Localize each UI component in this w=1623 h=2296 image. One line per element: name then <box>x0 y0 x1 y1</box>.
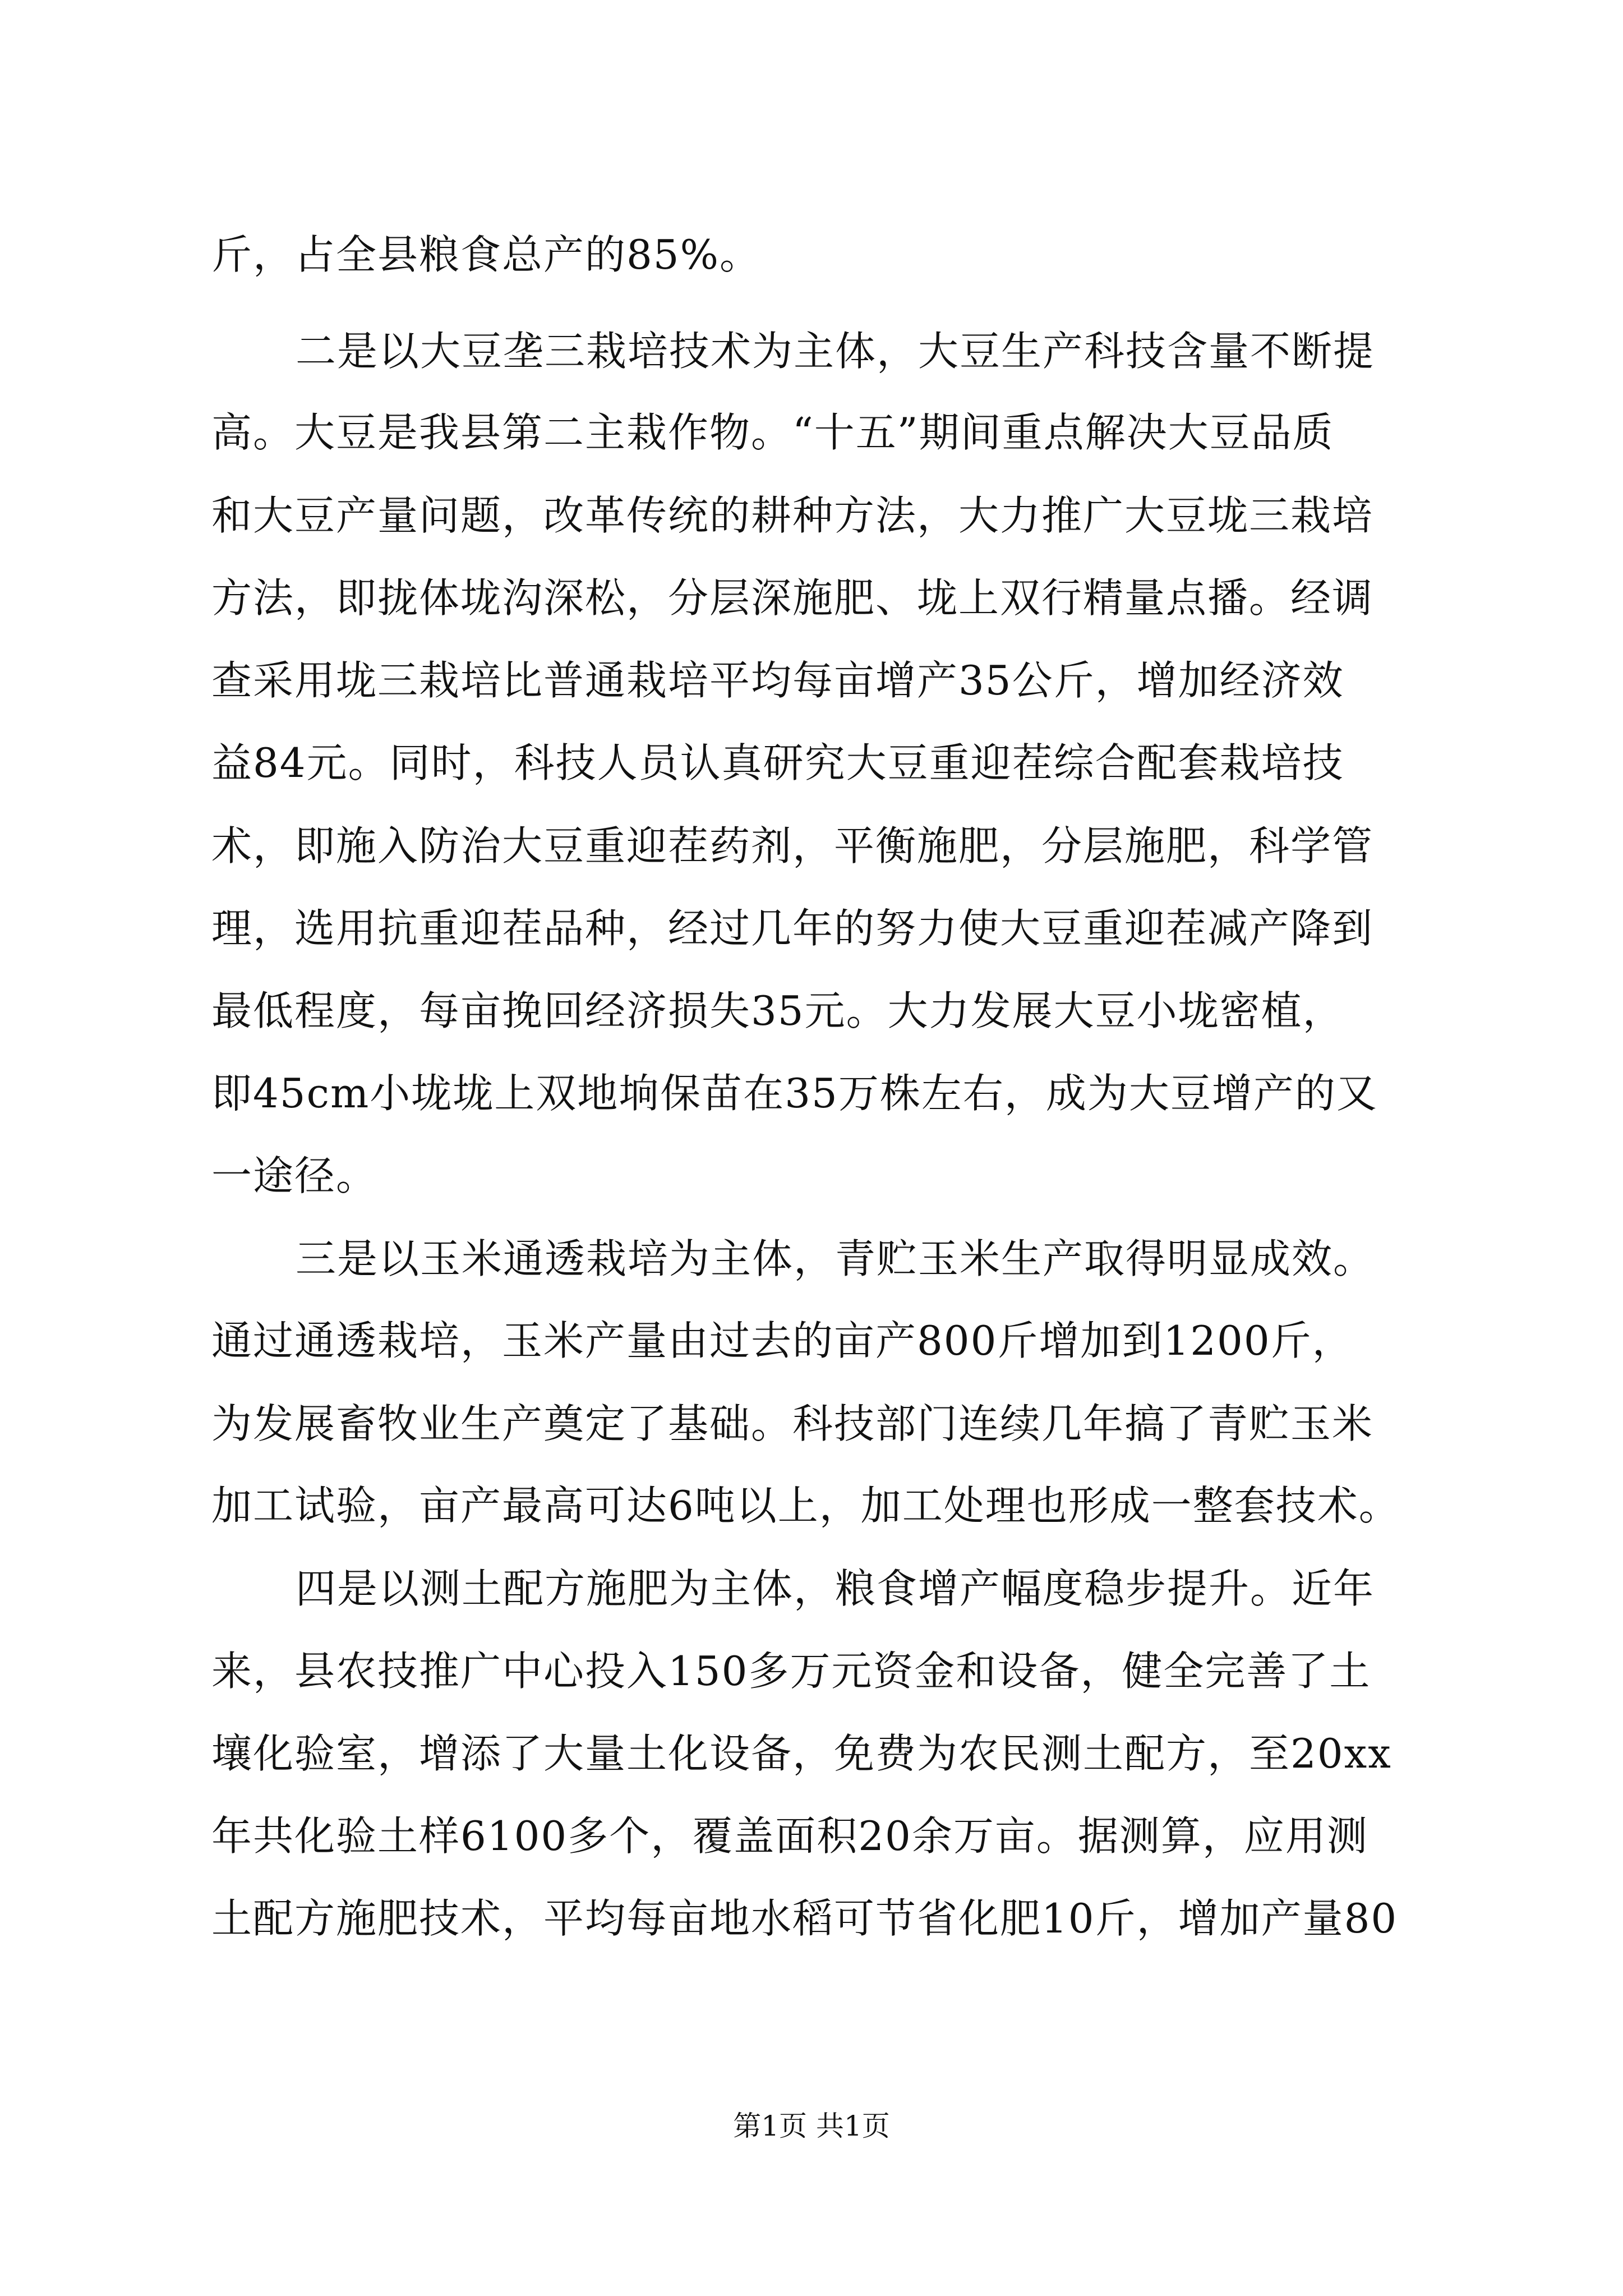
text-line: 斤，占全县粮食总产的85%。 <box>211 231 762 278</box>
text-line: 壤化验室，增添了大量土化设备，免费为农民测土配方，至20xx <box>211 1730 1392 1777</box>
text-line: 术，即施入防治大豆重迎茬药剂，平衡施肥，分层施肥，科学管 <box>211 822 1374 869</box>
text-line: 土配方施肥技术，平均每亩地水稻可节省化肥10斤，增加产量80 <box>211 1895 1398 1942</box>
text-line: 理，选用抗重迎茬品种，经过几年的努力使大豆重迎茬减产降到 <box>211 905 1374 952</box>
text-line: 年共化验土样6100多个，覆盖面积20余万亩。据测算，应用测 <box>211 1812 1368 1860</box>
text-line: 查采用垅三栽培比普通栽培平均每亩增产35公斤，增加经济效 <box>211 657 1344 704</box>
paragraph-start-line: 四是以测土配方施肥为主体，粮食增产幅度稳步提升。近年 <box>296 1565 1375 1612</box>
text-line: 和大豆产量问题，改革传统的耕种方法，大力推广大豆垅三栽培 <box>211 492 1374 539</box>
text-line: 即45cm小垅垅上双地垧保苗在35万株左右，成为大豆增产的又 <box>211 1070 1378 1117</box>
page-footer: 第1页 共1页 <box>733 2110 890 2142</box>
text-line: 方法，即拢体垅沟深松，分层深施肥、垅上双行精量点播。经调 <box>211 574 1374 622</box>
paragraph-start-line: 二是以大豆垄三栽培技术为主体，大豆生产科技含量不断提 <box>296 328 1375 375</box>
text-line: 通过通透栽培，玉米产量由过去的亩产800斤增加到1200斤， <box>211 1317 1354 1364</box>
text-line: 加工试验，亩产最高可达6吨以上，加工处理也形成一整套技术。 <box>211 1482 1400 1529</box>
text-line: 最低程度，每亩挽回经济损失35元。大力发展大豆小垅密植， <box>211 987 1344 1034</box>
paragraph-start-line: 三是以玉米通透栽培为主体，青贮玉米生产取得明显成效。 <box>296 1235 1375 1282</box>
text-line: 高。大豆是我县第二主栽作物。“十五”期间重点解决大豆品质 <box>211 409 1334 456</box>
text-line: 益84元。同时，科技人员认真研究大豆重迎茬综合配套栽培技 <box>211 739 1344 786</box>
text-line: 来，县农技推广中心投入150多万元资金和设备，健全完善了土 <box>211 1648 1371 1695</box>
text-line: 一途径。 <box>211 1152 378 1199</box>
text-line: 为发展畜牧业生产奠定了基础。科技部门连续几年搞了青贮玉米 <box>211 1400 1374 1447</box>
